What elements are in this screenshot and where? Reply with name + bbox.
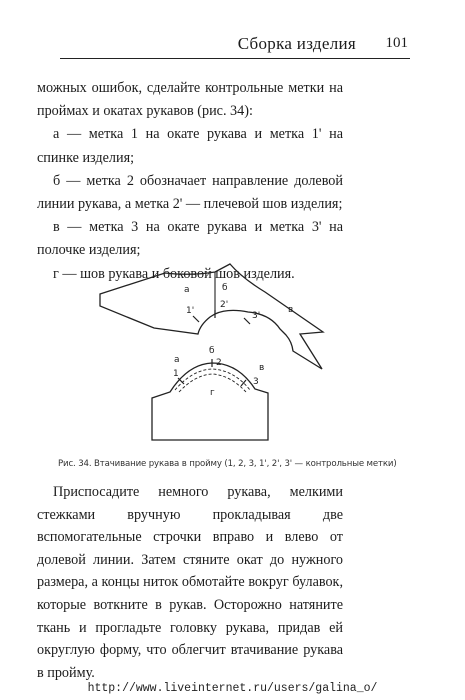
label-2: 2 <box>216 358 222 368</box>
label-v-top: в <box>288 305 294 315</box>
list-item-a: а — метка 1 на окате рукава и метка 1' на спинке изделия; <box>37 126 343 166</box>
label-2-prime: 2' <box>220 300 229 310</box>
list-item-g: г — шов рукава и боковой шов изделия. <box>53 265 295 282</box>
list-item-b: б — метка 2 обозначает направление долевой линии рукава, а метка 2' — плечевой шов изделия; <box>37 172 343 213</box>
bottom-text-block <box>37 481 343 684</box>
page-number: 101 <box>385 35 408 51</box>
label-b-top: б <box>222 283 228 293</box>
paragraph: Приспосадите немного рукава, мелкими стежками вручную прокладывая две вспомогательные строчки вправо и влево от долевой линии. Затем стяните окат до нужного размера, а концы ниток обмотайте вокруг булавок, которые воткните в рукав. Осторожно натяните ткань и прогладьте головку рукава, придав ей округлую форму, что облегчит втачивание рукава в пройму. <box>37 484 343 681</box>
figure-34 <box>60 250 400 455</box>
running-header <box>60 32 410 59</box>
label-a-top: а <box>184 285 190 295</box>
label-a-bottom: а <box>174 355 180 365</box>
notch-3-prime <box>244 318 250 324</box>
label-3-prime: 3' <box>252 311 261 321</box>
label-1: 1 <box>173 369 179 379</box>
label-b-bottom: б <box>209 346 215 356</box>
source-url: http://www.liveinternet.ru/users/galina_o/ <box>87 682 378 695</box>
notch-1-prime <box>193 316 199 322</box>
label-1-prime: 1' <box>186 306 195 316</box>
list-item-v: в — метка 3 на окате рукава и метка 3' на полочке изделия; <box>37 219 343 259</box>
label-3: 3 <box>253 377 259 387</box>
chapter-title: Сборка изделия <box>237 34 356 53</box>
paragraph: можных ошибок, сделайте контрольные метки на проймах и окатах рукавов (рис. 34): <box>37 80 343 120</box>
label-g: г <box>210 388 215 398</box>
label-v-bottom: в <box>259 363 265 373</box>
figure-caption: Рис. 34. Втачивание рукава в пройму (1, 2, 3, 1', 2', 3' — контрольные метки) <box>58 459 397 469</box>
figure-drawing <box>60 250 400 455</box>
